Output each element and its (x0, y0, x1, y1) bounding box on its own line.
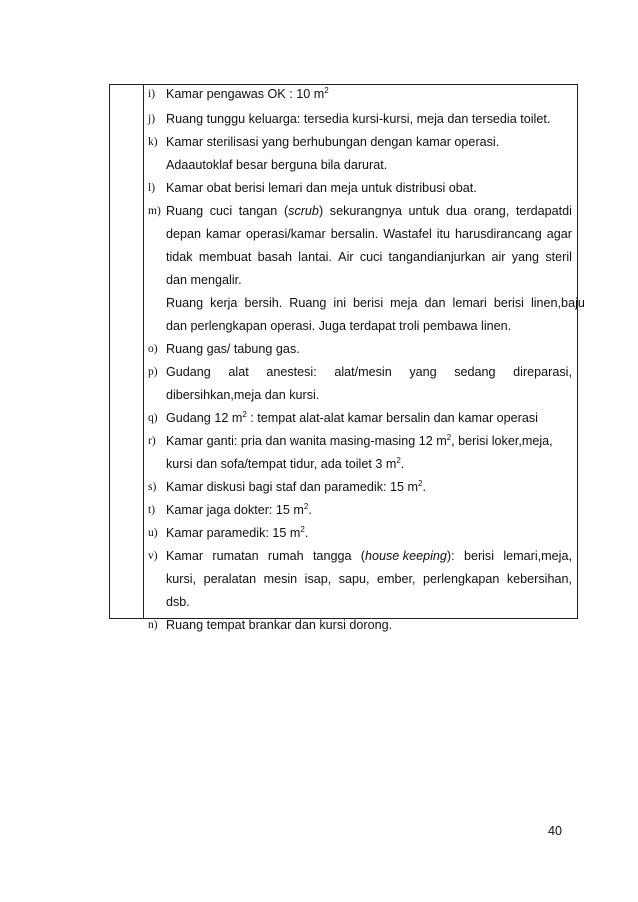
item-k-text-1: Kamar sterilisasi yang berhubungan dengan kamar operasi. (166, 135, 500, 149)
column-divider (143, 85, 144, 618)
item-v-text-1: Kamar rumatan rumah tangga (house keeping): berisi lemari,meja, (166, 549, 572, 563)
item-label-u: u) (148, 527, 158, 539)
item-q-text: Gudang 12 $m^2$ : tempat alat-alat kamar bersalin dan kamar operasi (166, 409, 538, 425)
page-number: 40 (548, 824, 563, 838)
item-r-text-2: kursi dan sofa/tempat tidur, ada toilet 3 $m^2$. (166, 455, 405, 471)
item-label-t: t) (148, 504, 156, 516)
item-i-text: Kamar pengawas OK : 10 $m^2$ (166, 85, 329, 101)
item-j-text: Ruang tunggu keluarga: tersedia kursi-kursi, meja dan tersedia toilet. (166, 112, 551, 126)
item-m-text-3: tidak membuat basah lantai. Air cuci tangandianjurkan air yang steril (166, 250, 572, 264)
item-k-text-2: Adaautoklaf besar berguna bila darurat. (166, 158, 388, 172)
item-label-p: p) (148, 366, 158, 378)
item-label-i: i) (148, 88, 156, 100)
item-label-l: l) (148, 182, 156, 194)
item-kerja-text-1: Ruang kerja bersih. Ruang ini berisi meja dan lemari berisi linen,baju (166, 296, 585, 310)
item-o-text: Ruang gas/ tabung gas. (166, 342, 300, 356)
item-p-text-2: dibersihkan,meja dan kursi. (166, 388, 320, 402)
item-v-text-3: dsb. (166, 595, 190, 609)
item-l-text: Kamar obat berisi lemari dan meja untuk distribusi obat. (166, 181, 477, 195)
item-m-text-1: Ruang cuci tangan (scrub) sekurangnya untuk dua orang, terdapatdi (166, 204, 572, 218)
item-label-o: o) (148, 343, 158, 355)
item-p-text-1: Gudang alat anestesi: alat/mesin yang sedang direparasi, (166, 365, 572, 379)
item-label-r: r) (148, 435, 156, 447)
item-s-text: Kamar diskusi bagi staf dan paramedik: 15 $m^2$. (166, 478, 426, 494)
item-m-text-2: depan kamar operasi/kamar bersalin. Wastafel itu harusdirancang agar (166, 227, 572, 241)
item-label-s: s) (148, 481, 157, 493)
item-kerja-text-2: dan perlengkapan operasi. Juga terdapat troli pembawa linen. (166, 319, 512, 333)
item-n-text: Ruang tempat brankar dan kursi dorong. (166, 618, 393, 632)
item-r-text-1: Kamar ganti: pria dan wanita masing-masing 12 $m^2$, berisi loker,meja, (166, 432, 553, 448)
item-label-k: k) (148, 136, 158, 148)
item-t-text: Kamar jaga dokter: 15 $m^2$. (166, 501, 312, 517)
item-label-j: j) (148, 113, 156, 125)
item-m-text-4: dan mengalir. (166, 273, 242, 287)
item-label-v: v) (148, 550, 158, 562)
item-label-n: n) (148, 619, 158, 631)
item-u-text: Kamar paramedik: 15 $m^2$. (166, 524, 309, 540)
item-label-q: q) (148, 412, 158, 424)
item-label-m: m) (148, 205, 161, 217)
item-v-text-2: kursi, peralatan mesin isap, sapu, ember, perlengkapan kebersihan, (166, 572, 572, 586)
